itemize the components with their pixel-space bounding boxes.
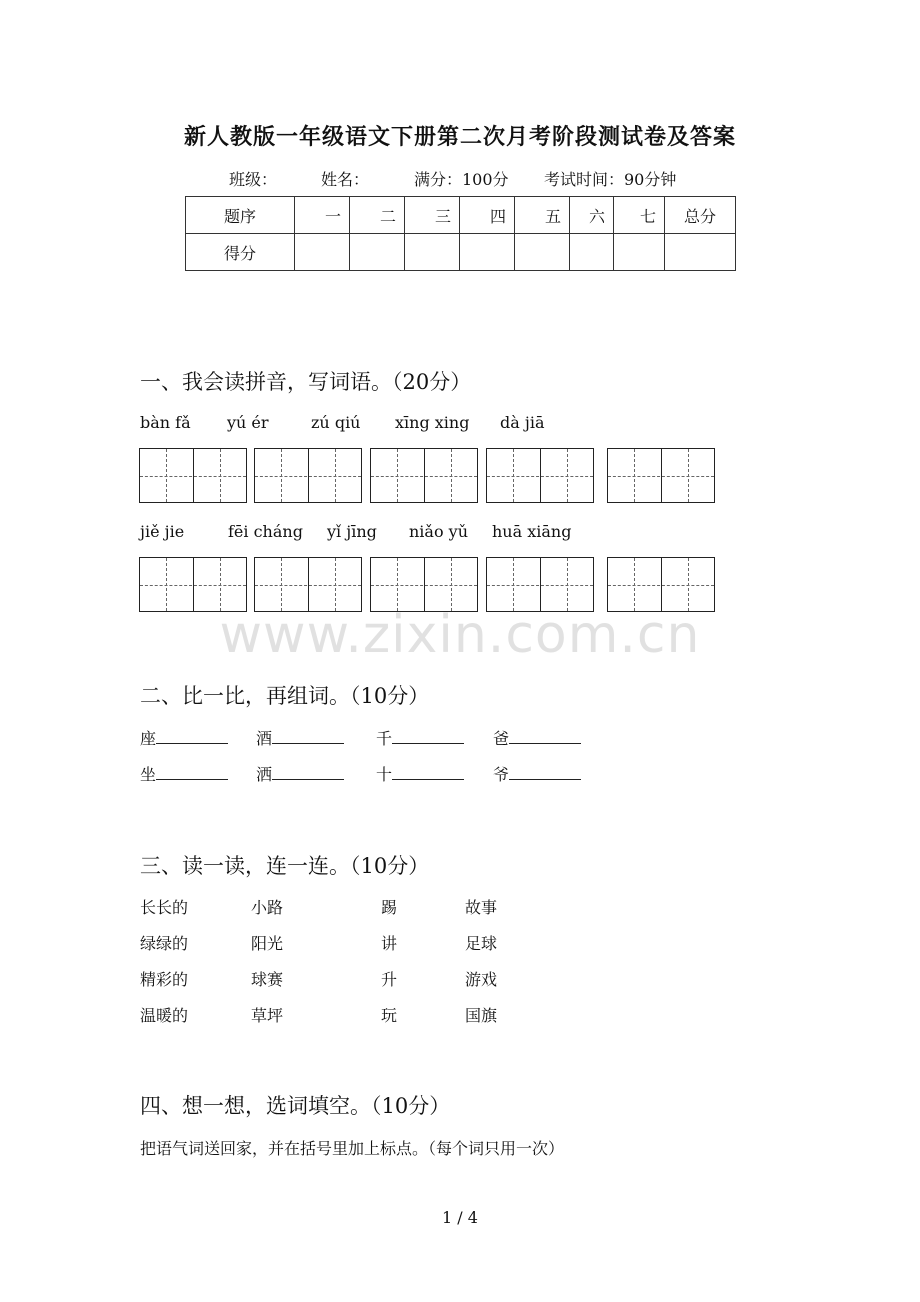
compare-char: 座: [140, 729, 157, 748]
answer-blank[interactable]: [509, 729, 581, 744]
compare-item[interactable]: [493, 726, 581, 749]
match-word[interactable]: 升: [381, 970, 398, 989]
name-label: 姓名：: [321, 170, 370, 189]
match-word[interactable]: 温暖的: [140, 1006, 189, 1025]
pinyin-label: huā xiāng: [492, 522, 572, 541]
score-input-cell[interactable]: [570, 234, 614, 271]
match-word[interactable]: 游戏: [465, 970, 498, 989]
score-table-header-row: [186, 197, 736, 234]
section-3-title: 三、读一读，连一连。（10分）: [140, 854, 430, 878]
answer-blank[interactable]: [272, 765, 344, 780]
pinyin-label: zú qiú: [311, 413, 361, 432]
compare-item[interactable]: [376, 762, 464, 785]
answer-blank[interactable]: [392, 765, 464, 780]
match-word[interactable]: 踢: [381, 898, 398, 917]
compare-char: 酒: [256, 729, 273, 748]
writing-grid[interactable]: [139, 557, 247, 612]
match-word[interactable]: 国旗: [465, 1006, 498, 1025]
score-input-cell[interactable]: [295, 234, 350, 271]
section-4-instruction: 把语气词送回家，并在括号里加上标点。（每个词只用一次）: [140, 1139, 565, 1158]
match-word[interactable]: 讲: [381, 934, 398, 953]
pinyin-label: bàn fǎ: [140, 413, 191, 432]
compare-char: 十: [376, 765, 393, 784]
writing-grid[interactable]: [486, 557, 594, 612]
score-row-label: 得分: [186, 234, 295, 271]
score-input-cell[interactable]: [350, 234, 405, 271]
score-cell: 题序: [186, 197, 295, 234]
full-score: 满分：100分: [414, 170, 509, 189]
writing-grid[interactable]: [139, 448, 247, 503]
match-word[interactable]: 精彩的: [140, 970, 189, 989]
score-input-cell[interactable]: [515, 234, 570, 271]
page-number: 1 / 4: [442, 1208, 478, 1227]
watermark: www.zixin.com.cn: [219, 605, 701, 665]
compare-item[interactable]: [376, 726, 464, 749]
answer-blank[interactable]: [156, 765, 228, 780]
score-cell: 六: [570, 197, 614, 234]
score-cell: 七: [614, 197, 665, 234]
writing-grid[interactable]: [607, 448, 715, 503]
compare-char: 爷: [493, 765, 510, 784]
answer-blank[interactable]: [272, 729, 344, 744]
match-word[interactable]: 绿绿的: [140, 934, 189, 953]
compare-char: 千: [376, 729, 393, 748]
compare-item[interactable]: [140, 762, 228, 785]
match-word[interactable]: 小路: [251, 898, 284, 917]
compare-char: 洒: [256, 765, 273, 784]
score-cell: 三: [405, 197, 460, 234]
pinyin-label: dà jiā: [500, 413, 545, 432]
page-title: 新人教版一年级语文下册第二次月考阶段测试卷及答案: [183, 124, 736, 150]
score-cell: 一: [295, 197, 350, 234]
writing-grid[interactable]: [254, 557, 362, 612]
pinyin-label: fēi cháng: [228, 522, 303, 541]
compare-item[interactable]: [256, 726, 344, 749]
score-input-cell[interactable]: [405, 234, 460, 271]
pinyin-label: jiě jie: [140, 522, 185, 541]
score-cell: 总分: [665, 197, 736, 234]
match-word[interactable]: 足球: [465, 934, 498, 953]
compare-char: 坐: [140, 765, 157, 784]
score-input-cell[interactable]: [614, 234, 665, 271]
match-word[interactable]: 故事: [465, 898, 498, 917]
score-table-score-row: [186, 234, 736, 271]
score-input-cell[interactable]: [460, 234, 515, 271]
score-cell: 五: [515, 197, 570, 234]
pinyin-label: yǐ jīng: [327, 522, 377, 541]
writing-grid[interactable]: [370, 557, 478, 612]
exam-time: 考试时间：90分钟: [544, 170, 677, 189]
match-word[interactable]: 长长的: [140, 898, 189, 917]
writing-grid[interactable]: [370, 448, 478, 503]
writing-grid[interactable]: [486, 448, 594, 503]
compare-item[interactable]: [140, 726, 228, 749]
match-word[interactable]: 玩: [381, 1006, 398, 1025]
match-word[interactable]: 球赛: [251, 970, 284, 989]
compare-item[interactable]: [256, 762, 344, 785]
score-table: [185, 196, 736, 271]
answer-blank[interactable]: [509, 765, 581, 780]
pinyin-label: niǎo yǔ: [409, 522, 469, 541]
class-label: 班级：: [229, 170, 278, 189]
pinyin-label: xīng xing: [395, 413, 470, 432]
section-1-title: 一、我会读拼音，写词语。（20分）: [140, 370, 472, 394]
writing-grid[interactable]: [254, 448, 362, 503]
score-cell: 四: [460, 197, 515, 234]
compare-item[interactable]: [493, 762, 581, 785]
match-word[interactable]: 阳光: [251, 934, 284, 953]
score-cell: 二: [350, 197, 405, 234]
compare-char: 爸: [493, 729, 510, 748]
answer-blank[interactable]: [156, 729, 228, 744]
answer-blank[interactable]: [392, 729, 464, 744]
pinyin-label: yú ér: [227, 413, 269, 432]
match-word[interactable]: 草坪: [251, 1006, 284, 1025]
section-2-title: 二、比一比，再组词。（10分）: [140, 684, 430, 708]
score-input-cell[interactable]: [665, 234, 736, 271]
writing-grid[interactable]: [607, 557, 715, 612]
section-4-title: 四、想一想，选词填空。（10分）: [140, 1094, 451, 1118]
